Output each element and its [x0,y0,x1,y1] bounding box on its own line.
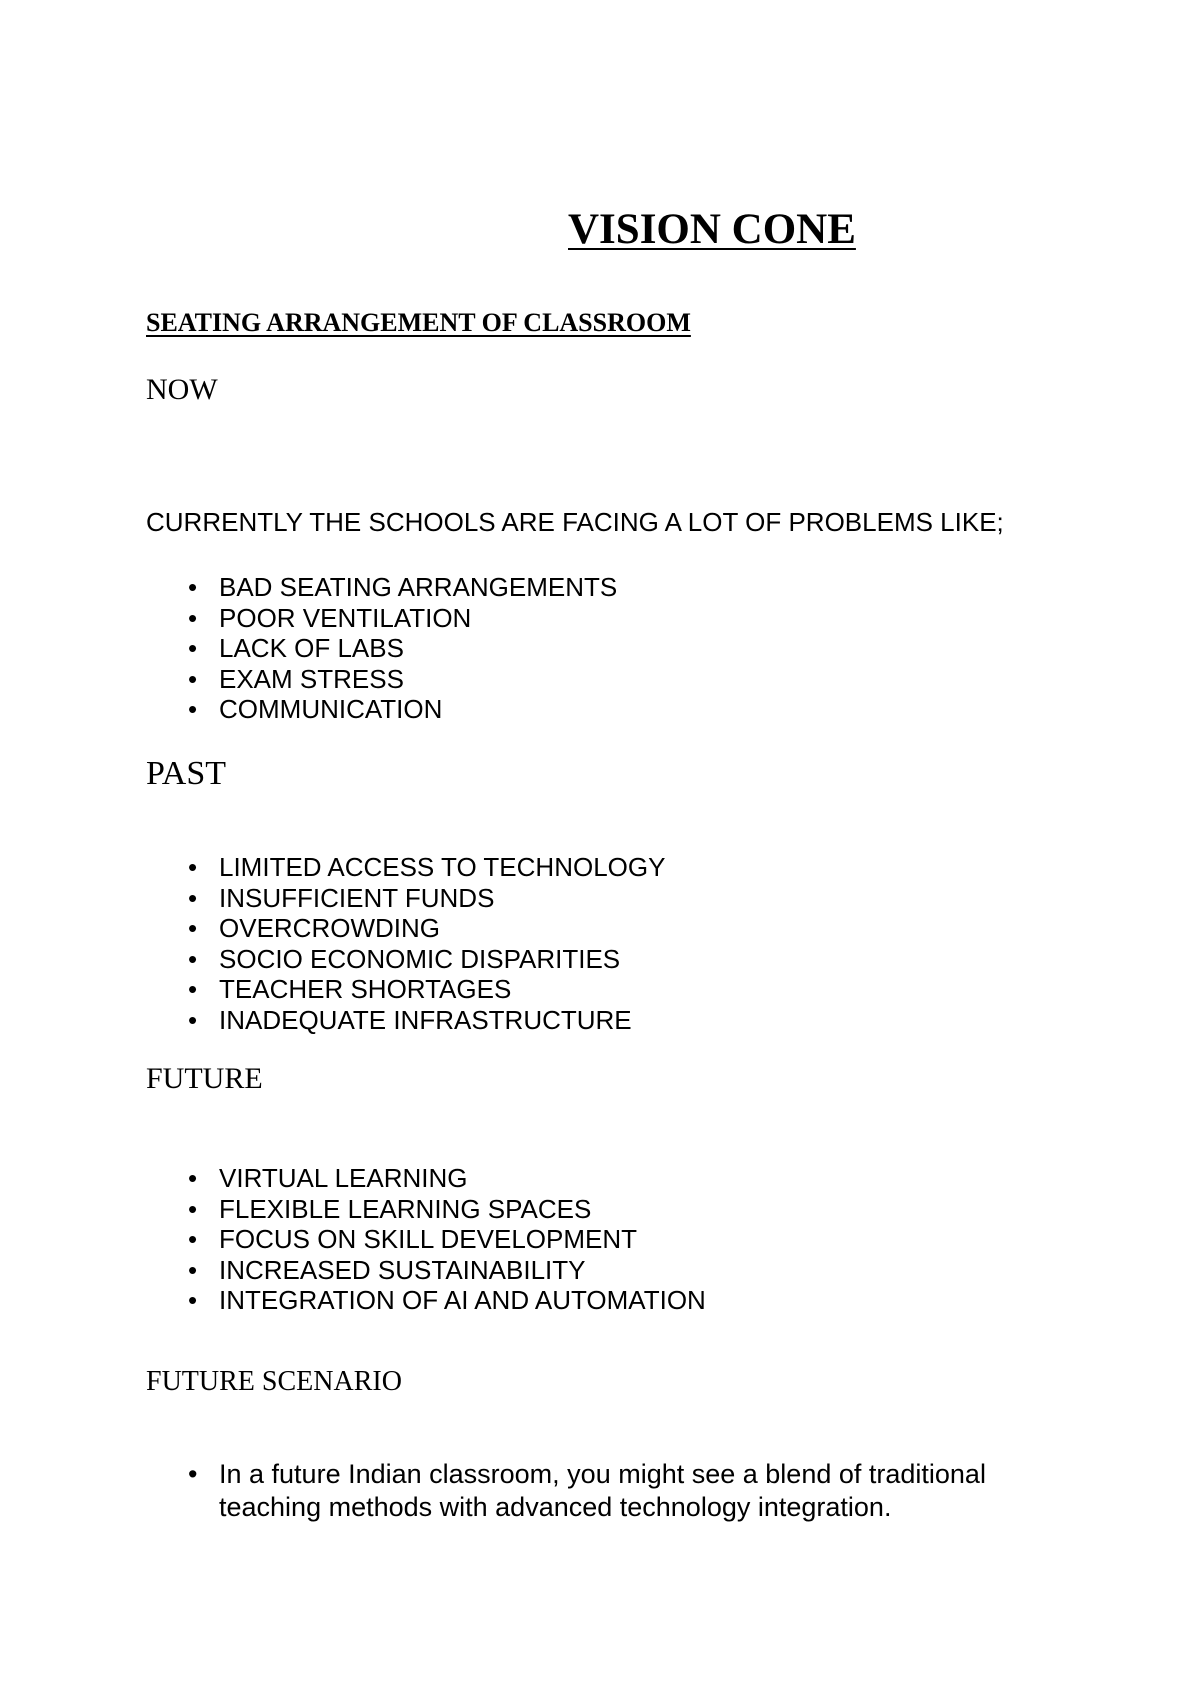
list-item-text: INTEGRATION OF AI AND AUTOMATION [219,1285,706,1315]
bullet-icon: • [188,852,198,882]
bullet-icon: • [188,1285,198,1315]
bullet-icon: • [188,1163,198,1193]
list-item [146,603,617,634]
list-item-text: POOR VENTILATION [219,602,472,633]
list-item-text: FLEXIBLE LEARNING SPACES [219,1193,592,1224]
future-trend-list [146,1163,706,1316]
list-item [146,1005,665,1036]
list-item-text: INCREASED SUSTAINABILITY [219,1254,586,1285]
bullet-icon: • [188,663,198,694]
now-intro-text: CURRENTLY THE SCHOOLS ARE FACING A LOT OF PROBLEMS LIKE; [146,507,1004,537]
list-item-text: TEACHER SHORTAGES [219,974,512,1004]
section-heading-future: FUTURE [146,1062,263,1095]
future-scenario-list [146,1458,1056,1524]
bullet-icon: • [188,602,198,633]
list-item [146,1194,706,1225]
list-item [146,1285,706,1316]
list-item-text: EXAM STRESS [219,663,404,694]
bullet-icon: • [188,1459,198,1489]
list-item [146,694,617,725]
document-title: VISION CONE [568,206,856,253]
bullet-icon: • [188,943,198,974]
list-item [146,1224,706,1255]
list-item-text: FOCUS ON SKILL DEVELOPMENT [219,1224,638,1254]
bullet-icon: • [188,882,198,913]
list-item [146,974,665,1005]
list-item [146,633,617,664]
list-item [146,572,617,603]
bullet-icon: • [188,1224,198,1254]
past-problem-list [146,852,665,1035]
list-item-text: OVERCROWDING [219,913,440,943]
bullet-icon: • [188,633,198,663]
list-item-text: COMMUNICATION [219,694,443,724]
section-heading-future-scenario: FUTURE SCENARIO [146,1366,402,1397]
bullet-icon: • [188,572,198,602]
bullet-icon: • [188,913,198,943]
now-problem-list [146,572,617,725]
bullet-icon: • [188,1193,198,1224]
document-subtitle: SEATING ARRANGEMENT OF CLASSROOM [146,308,691,337]
list-item-text: LIMITED ACCESS TO TECHNOLOGY [219,852,666,882]
bullet-icon: • [188,694,198,724]
list-item [146,1163,706,1194]
section-heading-now: NOW [146,373,218,406]
list-item-text: BAD SEATING ARRANGEMENTS [219,572,618,602]
list-item [146,1458,1056,1524]
bullet-icon: • [188,1004,198,1035]
list-item [146,852,665,883]
list-item [146,913,665,944]
list-item-text: VIRTUAL LEARNING [219,1163,468,1193]
list-item [146,883,665,914]
list-item [146,944,665,975]
list-item-text: INADEQUATE INFRASTRUCTURE [219,1004,632,1035]
list-item-text: SOCIO ECONOMIC DISPARITIES [219,943,621,974]
bullet-icon: • [188,974,198,1004]
list-item-text: INSUFFICIENT FUNDS [219,882,495,913]
list-item-text: LACK OF LABS [219,633,404,663]
bullet-icon: • [188,1254,198,1285]
section-heading-past: PAST [146,755,227,792]
list-item [146,1255,706,1286]
list-item [146,664,617,695]
list-item-text: In a future Indian classroom, you might see a blend of traditional teaching methods with advanced technology integration. [219,1459,986,1522]
